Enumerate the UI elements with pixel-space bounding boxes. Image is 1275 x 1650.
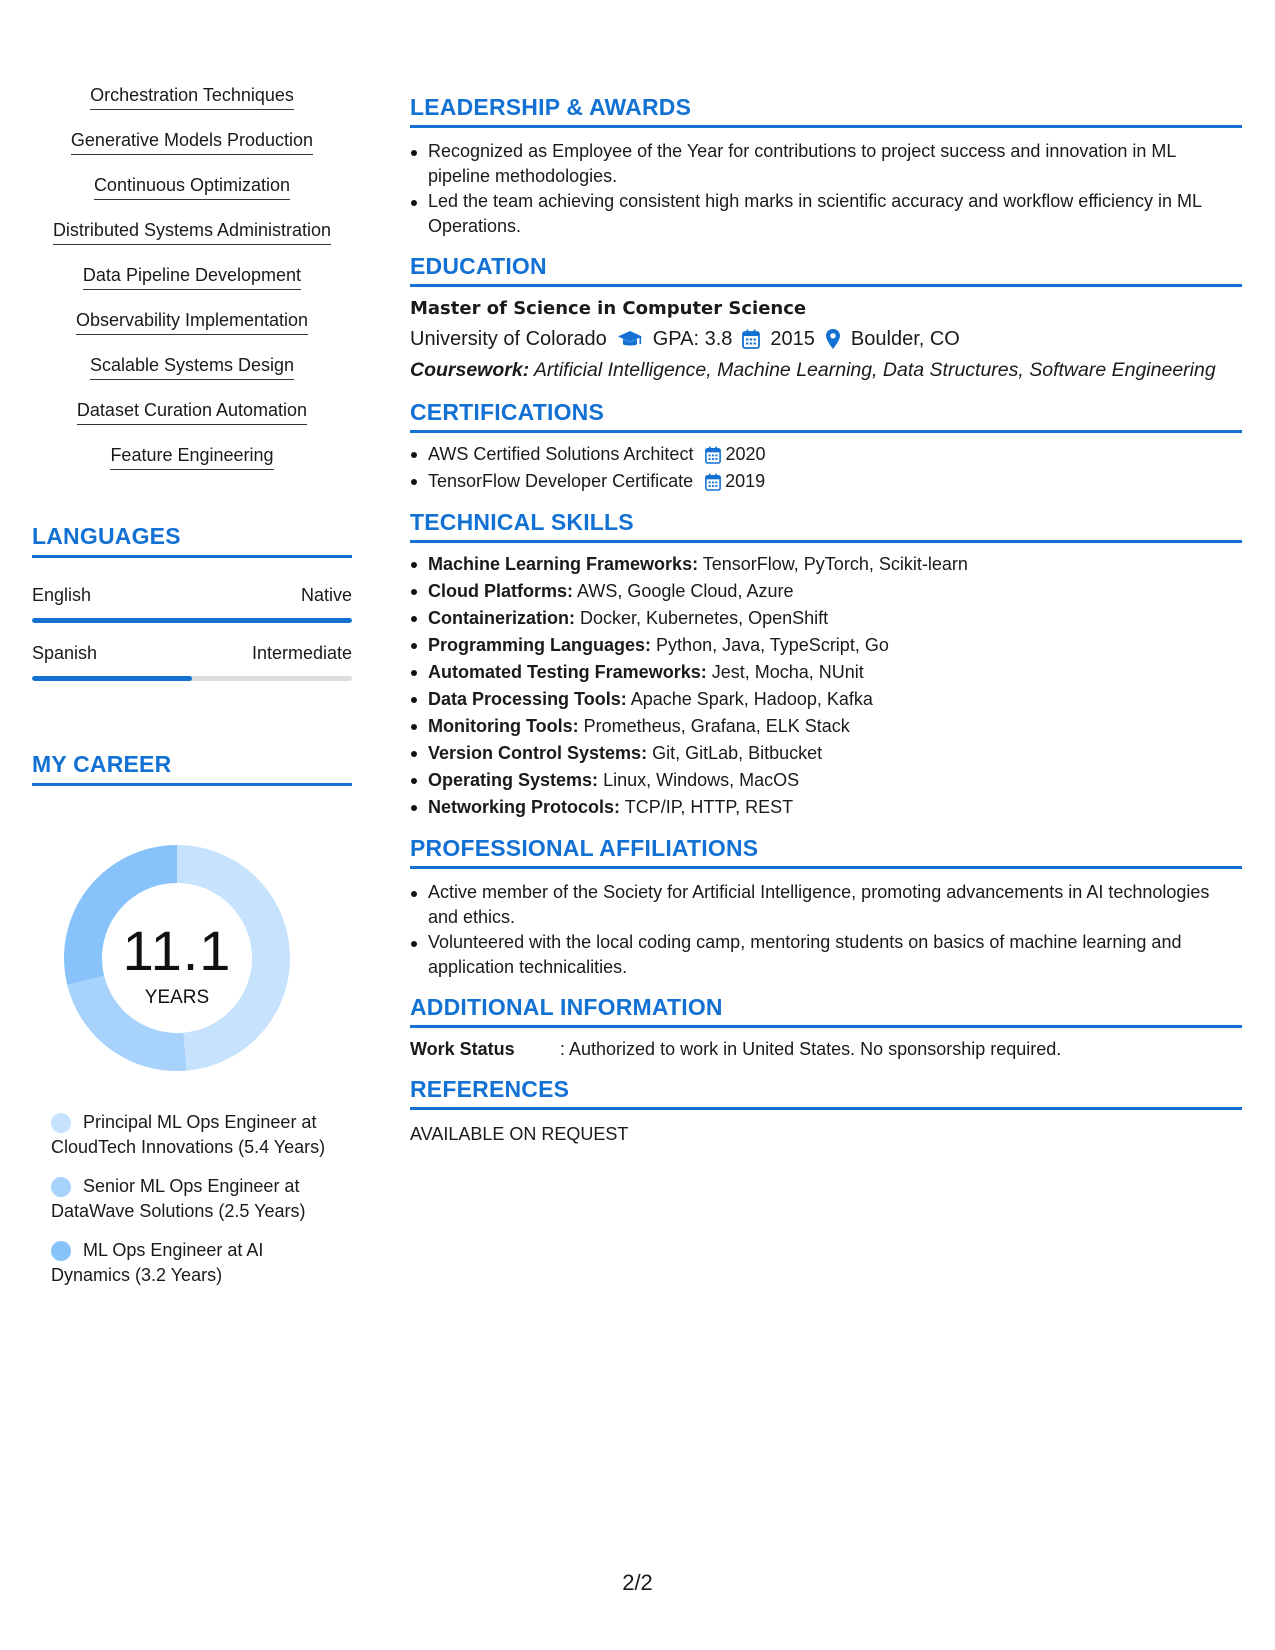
list-item xyxy=(410,767,1242,794)
list-item xyxy=(410,632,1242,659)
skill-category: Data Processing Tools: xyxy=(428,689,627,709)
location-pin-icon xyxy=(825,328,841,350)
skill-item xyxy=(94,174,290,219)
list-item xyxy=(410,468,1242,495)
skill-values: AWS, Google Cloud, Azure xyxy=(577,581,794,601)
skill-values: Jest, Mocha, NUnit xyxy=(711,662,864,682)
legend-item xyxy=(51,1174,341,1223)
skill-label: Observability Implementation xyxy=(76,309,308,335)
language-item xyxy=(32,585,352,623)
skill-category: Monitoring Tools: xyxy=(428,716,579,736)
list-item xyxy=(410,713,1242,740)
location: Boulder, CO xyxy=(850,328,960,350)
coursework-list: Artificial Intelligence, Machine Learning, Data Structures, Software Engineering xyxy=(533,359,1216,381)
section-title: REFERENCES xyxy=(410,1076,1242,1110)
affiliations-list xyxy=(410,880,1242,980)
skill-values: Git, GitLab, Bitbucket xyxy=(652,743,823,763)
references-text: AVAILABLE ON REQUEST xyxy=(410,1124,629,1144)
leadership-list xyxy=(410,139,1242,239)
education-section xyxy=(410,253,1242,385)
language-level: Native xyxy=(300,585,352,605)
leadership-section xyxy=(410,94,1242,239)
language-item xyxy=(32,643,352,681)
skill-item xyxy=(71,129,313,174)
skill-item xyxy=(77,399,307,444)
affiliations-section xyxy=(410,835,1242,980)
skill-item xyxy=(90,354,294,399)
skill-label: Data Pipeline Development xyxy=(83,264,301,290)
section-title: ADDITIONAL INFORMATION xyxy=(410,994,1242,1028)
graduation-cap-icon xyxy=(617,329,643,349)
certification-name: AWS Certified Solutions Architect xyxy=(428,444,694,464)
section-title: EDUCATION xyxy=(410,253,1242,287)
legend-dot xyxy=(51,1177,71,1197)
skill-category: Containerization: xyxy=(428,608,575,628)
skill-item xyxy=(90,84,294,129)
skill-category: Cloud Platforms: xyxy=(428,581,574,601)
work-status-row xyxy=(410,1036,1242,1062)
right-column xyxy=(410,94,1242,1161)
list-item xyxy=(410,659,1242,686)
skill-category: Automated Testing Frameworks: xyxy=(428,662,707,682)
language-bar-fill xyxy=(32,676,192,681)
career-donut-chart xyxy=(64,845,290,1071)
degree-title: Master of Science in Computer Science xyxy=(410,298,807,319)
skill-category: Operating Systems: xyxy=(428,770,599,790)
skill-item xyxy=(76,309,308,354)
list-item xyxy=(410,740,1242,767)
skill-values: Linux, Windows, MacOS xyxy=(603,770,800,790)
certifications-list xyxy=(410,441,1242,495)
section-title: LEADERSHIP & AWARDS xyxy=(410,94,1242,128)
left-column xyxy=(32,84,352,489)
skill-values: TensorFlow, PyTorch, Scikit-learn xyxy=(702,554,968,574)
skill-label: Generative Models Production xyxy=(71,129,313,155)
legend-label: ML Ops Engineer at AI Dynamics (3.2 Years) xyxy=(51,1240,264,1285)
skill-label: Dataset Curation Automation xyxy=(77,399,307,425)
legend-dot xyxy=(51,1241,71,1261)
language-name: Spanish xyxy=(32,643,98,663)
additional-info-section xyxy=(410,994,1242,1062)
skill-label: Distributed Systems Administration xyxy=(53,219,331,245)
legend-label: Principal ML Ops Engineer at CloudTech Innovations (5.4 Years) xyxy=(51,1112,326,1157)
list-item: Led the team achieving consistent high marks in scientific accuracy and workflow efficiency in ML Operations. xyxy=(410,189,1242,239)
skill-values: Python, Java, TypeScript, Go xyxy=(656,635,889,655)
skill-category: Version Control Systems: xyxy=(428,743,648,763)
list-item xyxy=(410,441,1242,468)
references-section xyxy=(410,1076,1242,1147)
skill-label: Continuous Optimization xyxy=(94,174,290,200)
list-item xyxy=(410,551,1242,578)
skill-category: Machine Learning Frameworks: xyxy=(428,554,699,574)
list-item xyxy=(410,794,1242,821)
career-section xyxy=(32,751,352,786)
list-item: Recognized as Employee of the Year for contributions to project success and innovation in ML pipeline methodologies. xyxy=(410,139,1242,189)
skill-category: Programming Languages: xyxy=(428,635,652,655)
career-total: 11.1 xyxy=(122,919,232,982)
legend-label: Senior ML Ops Engineer at DataWave Solutions (2.5 Years) xyxy=(51,1176,306,1221)
legend-item xyxy=(51,1110,341,1159)
certification-year: 2020 xyxy=(725,444,766,464)
skill-values: Docker, Kubernetes, OpenShift xyxy=(580,608,829,628)
skill-item xyxy=(83,264,301,309)
list-item xyxy=(410,605,1242,632)
page-number: 2/2 xyxy=(622,1570,653,1595)
certifications-section xyxy=(410,399,1242,495)
language-level: Intermediate xyxy=(251,643,352,663)
legend-dot xyxy=(51,1113,71,1133)
list-item xyxy=(410,686,1242,713)
calendar-icon xyxy=(705,446,721,464)
list-item xyxy=(410,578,1242,605)
section-title: CERTIFICATIONS xyxy=(410,399,1242,433)
language-bar-fill xyxy=(32,618,352,623)
skill-label: Feature Engineering xyxy=(110,444,273,470)
languages-section xyxy=(32,523,352,681)
list-item: Active member of the Society for Artificial Intelligence, promoting advancements in AI technologies and ethics. xyxy=(410,880,1242,930)
list-item: Volunteered with the local coding camp, mentoring students on basics of machine learning and application technicalities. xyxy=(410,930,1242,980)
calendar-icon xyxy=(705,473,721,491)
skill-values: Apache Spark, Hadoop, Kafka xyxy=(630,689,873,709)
work-status-label: Work Status xyxy=(410,1039,515,1059)
calendar-icon xyxy=(742,329,760,349)
skill-item xyxy=(110,444,273,489)
skill-values: Prometheus, Grafana, ELK Stack xyxy=(583,716,850,736)
skill-values: TCP/IP, HTTP, REST xyxy=(624,797,794,817)
section-title: TECHNICAL SKILLS xyxy=(410,509,1242,543)
technical-skills-section xyxy=(410,509,1242,821)
certification-year: 2019 xyxy=(725,471,766,491)
certification-name: TensorFlow Developer Certificate xyxy=(428,471,694,491)
work-status-value: : Authorized to work in United States. No sponsorship required. xyxy=(560,1039,1062,1059)
gpa: GPA: 3.8 xyxy=(652,328,733,350)
skills-list xyxy=(32,84,352,489)
section-title: LANGUAGES xyxy=(32,523,352,558)
career-legend xyxy=(51,1110,341,1287)
language-bar xyxy=(32,618,352,623)
skill-label: Scalable Systems Design xyxy=(90,354,294,380)
technical-skills-list xyxy=(410,551,1242,821)
section-title: MY CAREER xyxy=(32,751,352,786)
language-bar xyxy=(32,676,352,681)
skill-label: Orchestration Techniques xyxy=(90,84,294,110)
skill-item xyxy=(53,219,331,264)
coursework xyxy=(410,355,1242,385)
language-name: English xyxy=(32,585,92,605)
coursework-label: Coursework: xyxy=(410,359,530,381)
career-unit: YEARS xyxy=(144,987,210,1008)
school-name: University of Colorado xyxy=(410,328,607,350)
graduation-year: 2015 xyxy=(770,328,815,350)
skill-category: Networking Protocols: xyxy=(428,797,621,817)
legend-item xyxy=(51,1238,341,1287)
section-title: PROFESSIONAL AFFILIATIONS xyxy=(410,835,1242,869)
